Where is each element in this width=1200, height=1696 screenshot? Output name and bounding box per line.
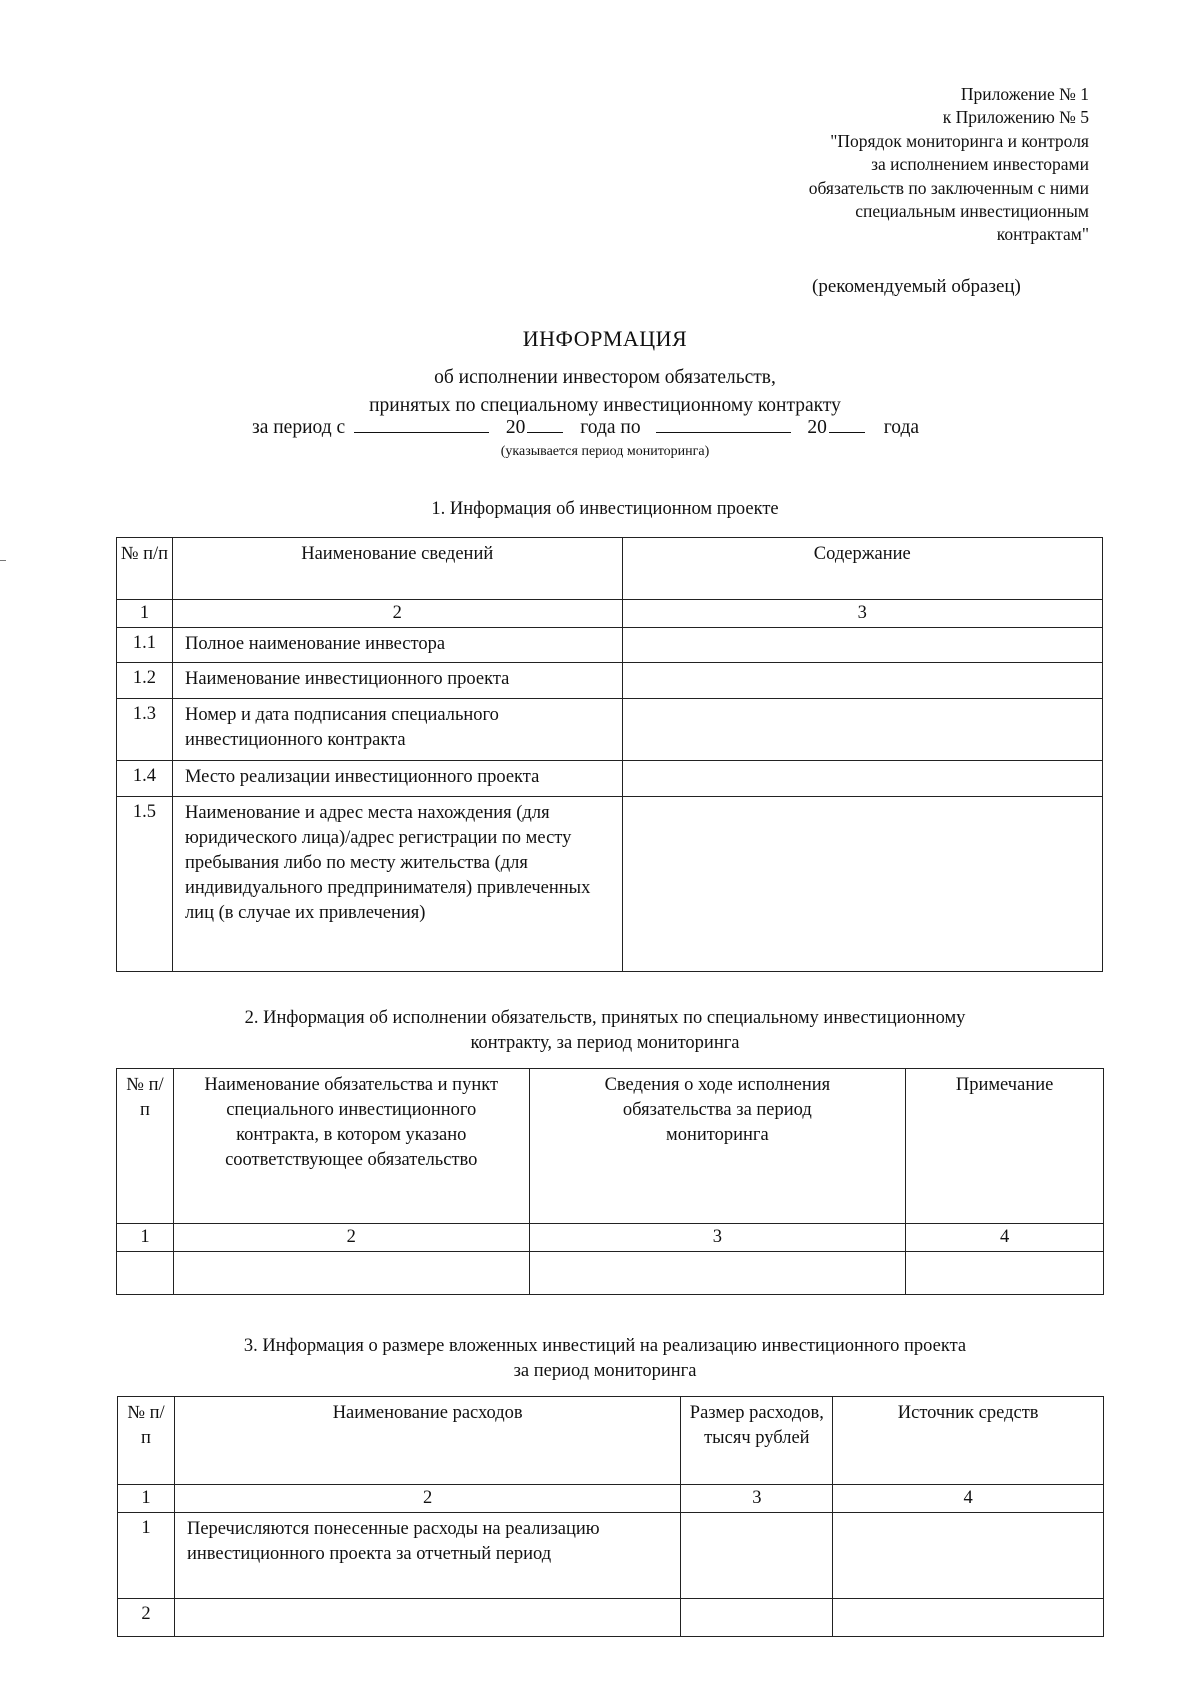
row-number: 1.4 <box>117 761 173 797</box>
table-row <box>117 628 1103 663</box>
row-number: 2 <box>118 1599 175 1637</box>
section-3-title-line: 3. Информация о размере вложенных инвестиций на реализацию инвестиционного проекта <box>243 1336 967 1356</box>
index-cell: 1 <box>117 600 173 628</box>
index-cell: 3 <box>529 1224 906 1252</box>
row-content-cell[interactable] <box>622 761 1102 797</box>
empty-cell[interactable] <box>173 1252 529 1295</box>
index-cell: 2 <box>172 600 622 628</box>
document-subtitle <box>0 364 1200 420</box>
table-row <box>118 1599 1104 1637</box>
period-end-date-blank[interactable] <box>656 414 791 433</box>
index-cell: 2 <box>173 1224 529 1252</box>
document-title: ИНФОРМАЦИЯ <box>522 326 688 351</box>
index-cell: 1 <box>118 1485 175 1513</box>
column-index-row <box>117 1224 1104 1252</box>
empty-cell[interactable] <box>117 1252 174 1295</box>
row-number: 1.5 <box>117 797 173 972</box>
row-name: Перечисляются понесенные расходы на реализацию инвестиционного проекта за отчетный период <box>174 1513 680 1599</box>
table-row <box>117 663 1103 699</box>
row-number: 1.3 <box>117 699 173 761</box>
row-number: 1.1 <box>117 628 173 663</box>
row-content-cell[interactable] <box>622 797 1102 972</box>
table-row <box>117 761 1103 797</box>
appendix-line: "Порядок мониторинга и контроля <box>830 130 1089 151</box>
appendix-line: за исполнением инвесторами <box>871 154 1089 175</box>
header-cell-number: № п/п <box>117 538 173 600</box>
row-amount-cell[interactable] <box>681 1513 833 1599</box>
row-name: Наименование и адрес места нахождения (для юридического лица)/адрес регистрации по месту пребывания либо по месту жительства (для индивидуального предпринимателя) привлеченных лиц (в случае их привлечения) <box>172 797 622 972</box>
investments-table <box>117 1396 1104 1637</box>
period-start-date-blank[interactable] <box>354 414 489 433</box>
index-cell: 1 <box>117 1224 174 1252</box>
period-from-label: за период с <box>252 417 346 438</box>
table-row <box>117 797 1103 972</box>
table-row <box>117 699 1103 761</box>
index-cell: 3 <box>622 600 1102 628</box>
subtitle-line: принятых по специальному инвестиционному контракту <box>369 395 841 416</box>
empty-cell[interactable] <box>906 1252 1104 1295</box>
empty-cell[interactable] <box>529 1252 906 1295</box>
appendix-line: специальным инвестиционным <box>855 201 1089 222</box>
section-1-title: 1. Информация об инвестиционном проекте <box>431 499 779 519</box>
period-end-label: года <box>883 417 920 438</box>
table-row <box>117 1252 1104 1295</box>
period-year-1-blank[interactable] <box>527 414 563 433</box>
header-cell-number: № п/п <box>118 1397 175 1485</box>
header-cell-note: Примечание <box>906 1069 1104 1224</box>
period-line <box>252 414 919 439</box>
row-content-cell[interactable] <box>622 628 1102 663</box>
period-hint: (указывается период мониторинга) <box>500 444 710 459</box>
index-cell: 3 <box>681 1485 833 1513</box>
header-cell-name: Наименование сведений <box>172 538 622 600</box>
header-cell-source: Источник средств <box>833 1397 1104 1485</box>
obligations-table <box>116 1068 1104 1295</box>
row-amount-cell[interactable] <box>681 1599 833 1637</box>
subtitle-line: об исполнении инвестором обязательств, <box>434 367 776 388</box>
row-content-cell[interactable] <box>622 663 1102 699</box>
table-row <box>118 1513 1104 1599</box>
appendix-header <box>809 83 1089 247</box>
section-2-title <box>0 1006 1200 1056</box>
appendix-line: Приложение № 1 <box>960 84 1089 104</box>
header-cell-expense-name: Наименование расходов <box>174 1397 680 1485</box>
row-number: 1.2 <box>117 663 173 699</box>
row-name: Место реализации инвестиционного проекта <box>172 761 622 797</box>
column-index-row <box>117 600 1103 628</box>
investment-project-table <box>116 537 1103 972</box>
index-cell: 2 <box>174 1485 680 1513</box>
header-cell-progress: Сведения о ходе исполнения обязательства за период мониторинга <box>529 1069 906 1224</box>
column-index-row <box>118 1485 1104 1513</box>
row-name[interactable] <box>174 1599 680 1637</box>
row-name: Номер и дата подписания специального инвестиционного контракта <box>172 699 622 761</box>
row-source-cell[interactable] <box>833 1599 1104 1637</box>
period-year-2-blank[interactable] <box>829 414 865 433</box>
period-year-1: 20 <box>505 417 526 438</box>
table-header-row <box>118 1397 1104 1485</box>
header-cell-number: № п/п <box>117 1069 174 1224</box>
header-cell-amount: Размер расходов, тысяч рублей <box>681 1397 833 1485</box>
row-source-cell[interactable] <box>833 1513 1104 1599</box>
table-header-row <box>117 538 1103 600</box>
header-cell-content: Содержание <box>622 538 1102 600</box>
header-cell-obligation: Наименование обязательства и пункт специального инвестиционного контракта, в котором указано соответствующее обязательство <box>173 1069 529 1224</box>
row-content-cell[interactable] <box>622 699 1102 761</box>
recommended-sample-note: (рекомендуемый образец) <box>812 276 1021 297</box>
row-name: Полное наименование инвестора <box>172 628 622 663</box>
table-header-row <box>117 1069 1104 1224</box>
index-cell: 4 <box>906 1224 1104 1252</box>
index-cell: 4 <box>833 1485 1104 1513</box>
appendix-line: контрактам" <box>996 224 1089 245</box>
scan-artifact-mark <box>0 560 6 561</box>
section-2-title-line: 2. Информация об исполнении обязательств, принятых по специальному инвестиционному <box>244 1008 966 1028</box>
period-to-label: года по <box>580 417 641 438</box>
row-number: 1 <box>118 1513 175 1599</box>
section-3-title-line: за период мониторинга <box>513 1361 697 1381</box>
appendix-line: к Приложению № 5 <box>942 107 1089 128</box>
section-2-title-line: контракту, за период мониторинга <box>470 1033 740 1053</box>
section-3-title <box>0 1334 1200 1384</box>
appendix-line: обязательств по заключенным с ними <box>808 177 1089 198</box>
period-year-2: 20 <box>807 417 827 438</box>
row-name: Наименование инвестиционного проекта <box>172 663 622 699</box>
